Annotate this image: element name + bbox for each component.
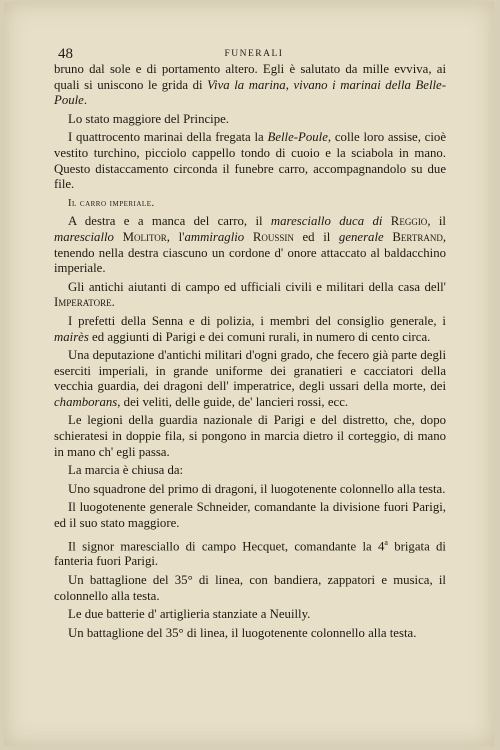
paragraph: La marcia è chiusa da: xyxy=(68,463,184,478)
paragraph: Il signor maresciallo di campo Hecquet, comandante la 4$^a$ brigata di fanteria fuori Parigi. xyxy=(54,537,446,569)
page-number: 48 xyxy=(58,46,73,62)
paragraph: Un battaglione del 35° di linea, il luogotenente colonnello alla testa. xyxy=(68,625,417,640)
paragraph: bruno dal sole e di portamento altero. Egli è salutato da mille evviva, ai quali si uniscono le grida di Viva la marina, vivano i marinai della Belle-Poule. xyxy=(54,62,446,108)
paragraph: Una deputazione d'antichi militari d'ogni grado, che fecero già parte degli eserciti imperiali, in grande uniforme dei granatieri e cacciatori della vecchia guardia, dei dragoni dell' imperatrice, degli ussari della morte, dei chamborans, dei veliti, delle guide, de' lancieri rossi, ecc. xyxy=(54,348,446,409)
paragraph: Il luogotenente generale Schneider, comandante la divisione fuori Parigi, ed il suo stato maggiore. xyxy=(54,500,446,531)
paragraph: Le due batterie d' artiglieria stanziate a Neuilly. xyxy=(68,607,311,622)
running-title: FUNERALI xyxy=(224,49,284,59)
paragraph: I quattrocento marinai della fregata la Belle-Poule, colle loro assise, cioè vestito turchino, picciolo cappello tondo di cuoio e la sciabola in mano. Questo distaccamento circonda il funebre carro, accompagnandolo su due file. xyxy=(54,130,446,192)
paragraph: Lo stato maggiore del Principe. xyxy=(68,111,229,126)
paragraph: A destra e a manca del carro, il maresciallo duca di Reggio, il maresciallo Molitor, l'ammiraglio Roussin ed il generale Bertrand, tenendo nella destra ciascuno un cordone d' onore attaccato al baldacchino imperiale. xyxy=(54,214,447,276)
paragraph: I prefetti della Senna e di polizia, i membri del consiglio generale, i mairès ed aggiunti di Parigi e dei comuni rurali, in numero di cento circa. xyxy=(54,313,446,344)
paragraph: Gli antichi aiutanti di campo ed ufficiali civili e militari della casa dell' Imperatore. xyxy=(54,279,446,310)
paragraph: Un battaglione del 35° di linea, con bandiera, zappatori e musica, il colonnello alla testa. xyxy=(54,573,446,603)
paragraph: Le legioni della guardia nazionale di Parigi e del distretto, che, dopo schieratesi in doppie fila, si pongono in marcia dietro il corteggio, di mano in mano ch' egli passa. xyxy=(54,413,446,459)
body-text xyxy=(54,62,446,644)
section-heading: Il carro imperiale. xyxy=(68,197,155,209)
paragraph: Uno squadrone del primo di dragoni, il luogotenente colonnello alla testa. xyxy=(68,481,446,496)
